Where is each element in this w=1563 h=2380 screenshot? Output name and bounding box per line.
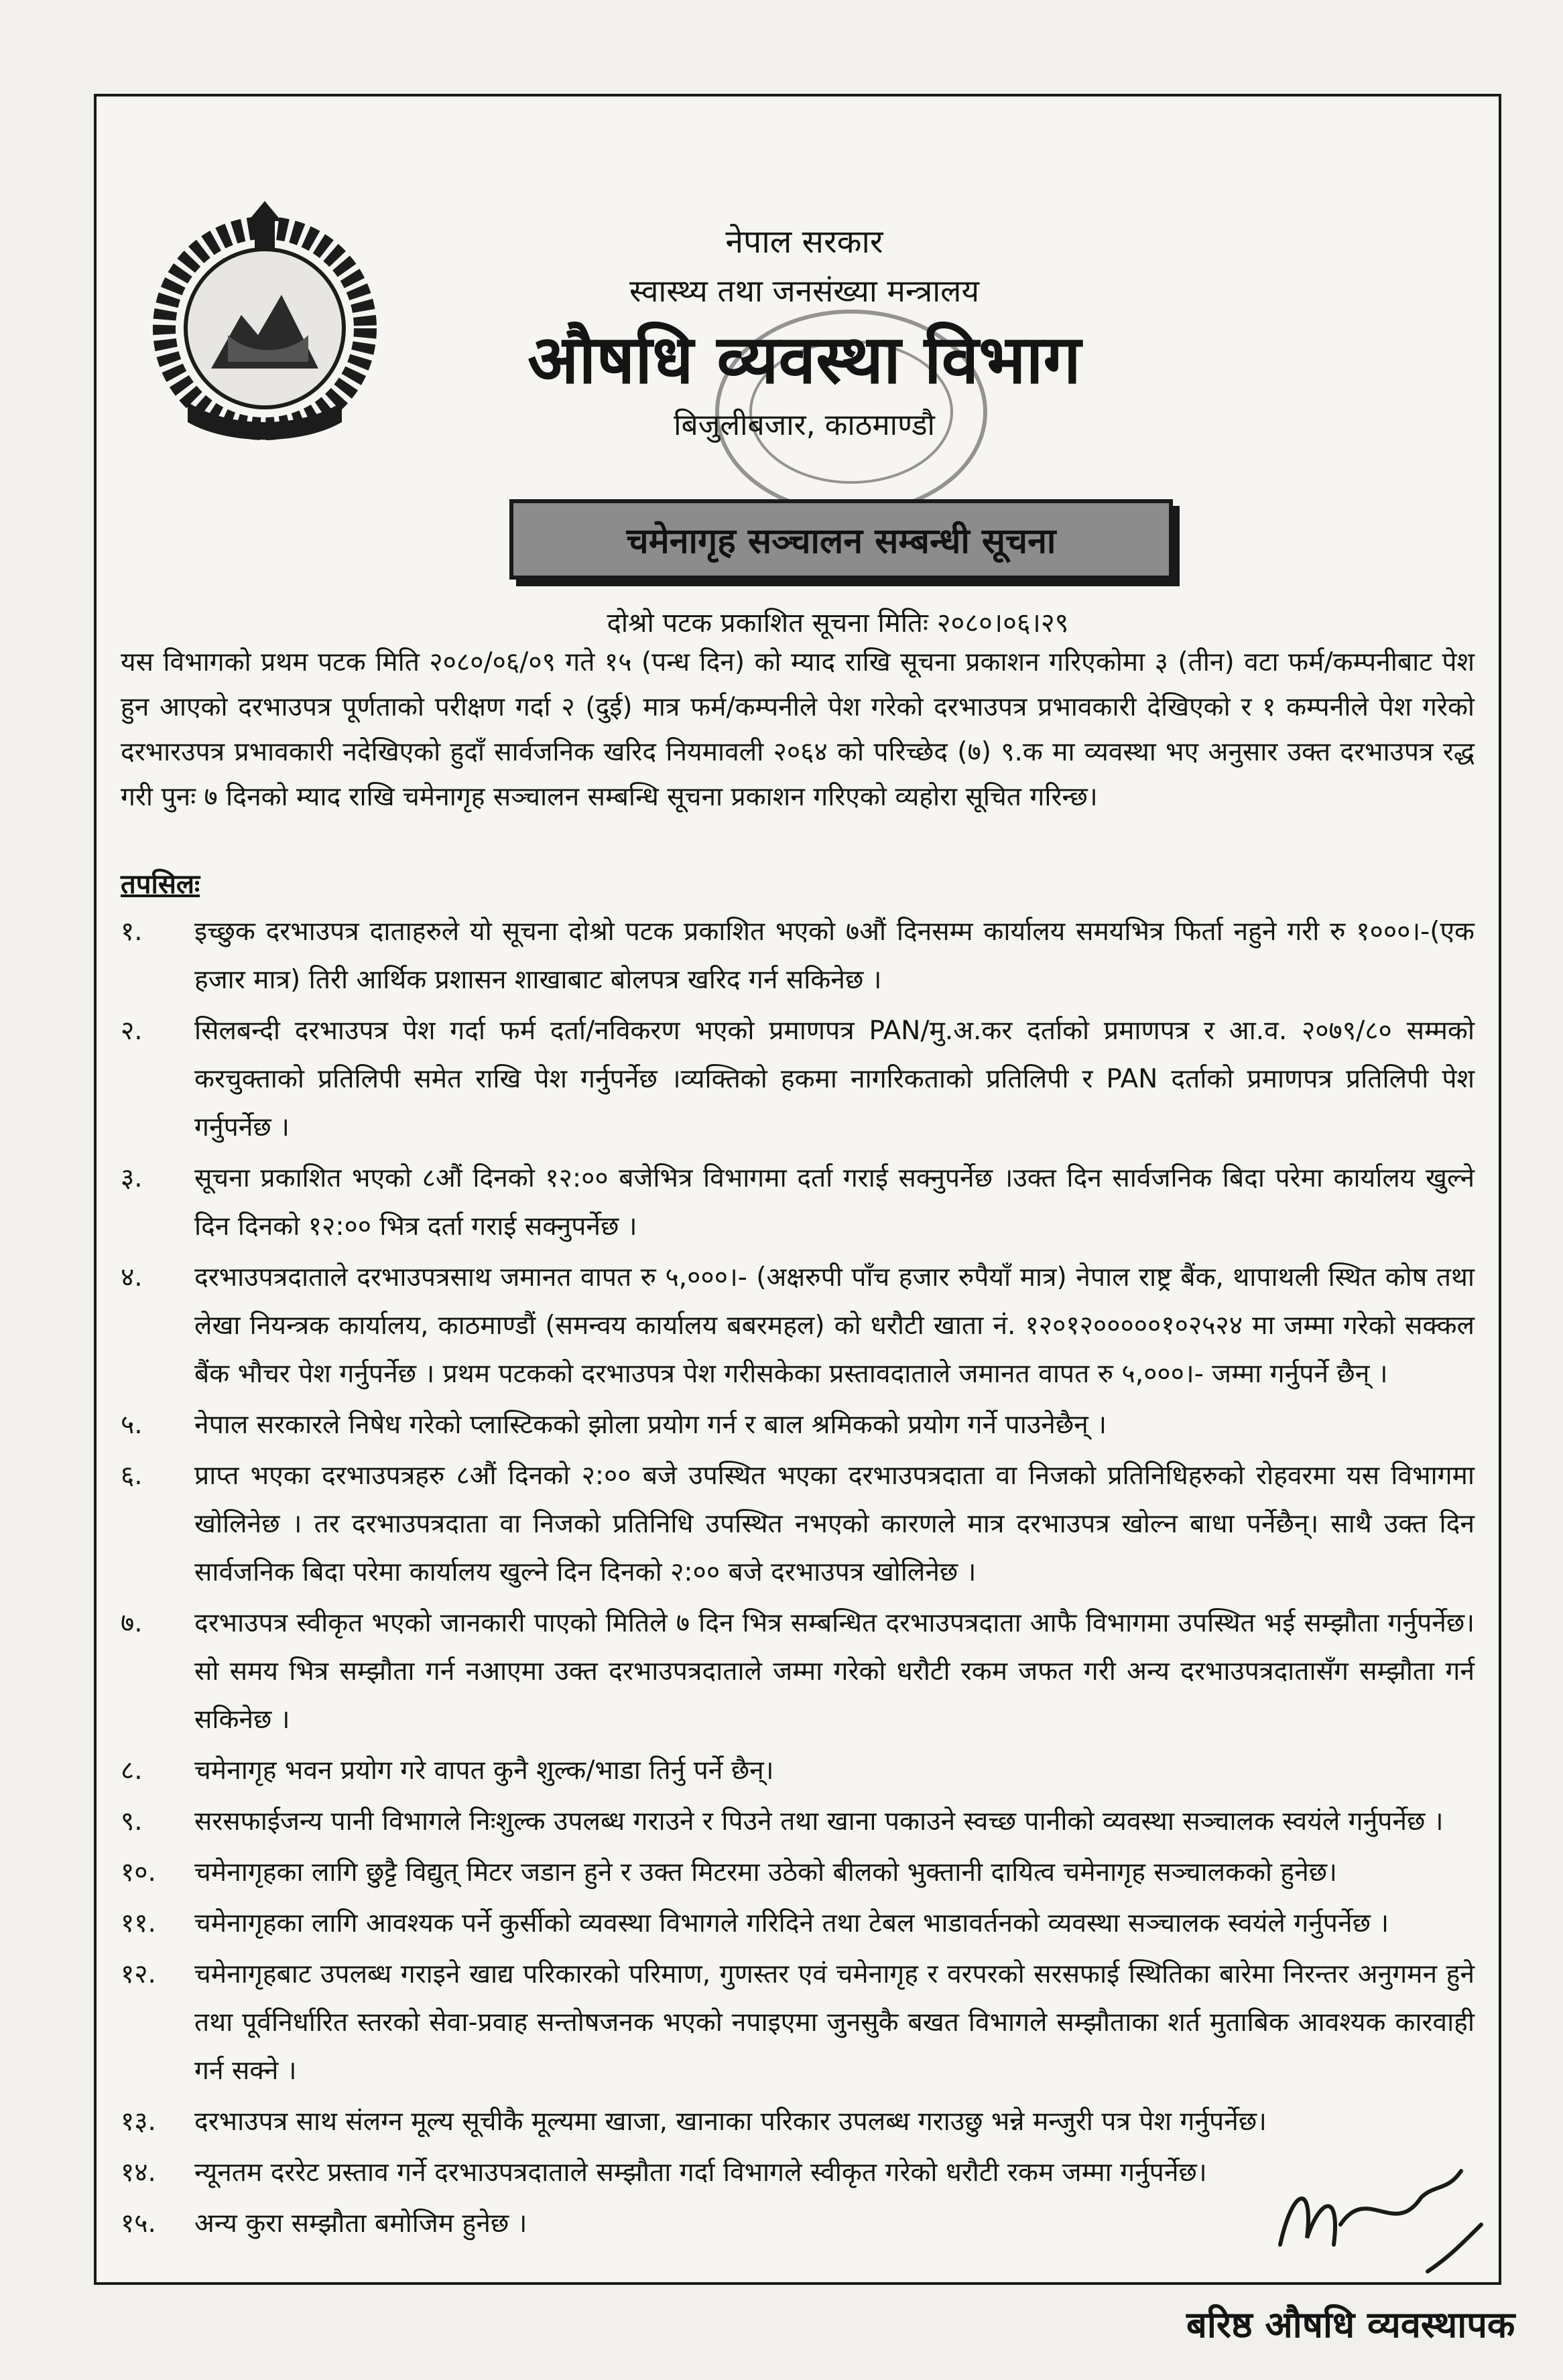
list-item — [121, 1452, 1475, 1597]
list-item — [121, 908, 1475, 1004]
office-address: बिजुलीबजार, काठमाण्डौ — [674, 408, 935, 442]
list-item — [121, 1599, 1475, 1744]
item-number: १३. — [121, 2107, 156, 2137]
item-number: ९. — [121, 1806, 143, 1837]
item-text: न्यूनतम दररेट प्रस्ताव गर्ने दरभाउपत्रदाताले सम्झौता गर्दा विभागले स्वीकृत गरेको धरौटी रकम जम्मा गर्नुपर्नेछ। — [194, 2158, 1207, 2188]
item-number: १. — [121, 917, 143, 947]
item-text: सिलबन्दी दरभाउपत्र पेश गर्दा फर्म दर्ता/नविकरण भएको प्रमाणपत्र PAN/मु.अ.कर दर्ताको प्रमाणपत्र र आ.व. २०७९/८० सम्मको करचुक्ताको प्रतिलिपी समेत राखि पेश गर्नुपर्नेछ ।व्यक्तिको हकमा नागरिकताको प्रतिलिपी र PAN दर्ताको प्रमाणपत्र प्रतिलिपी पेश गर्नुपर्नेछ । — [194, 1016, 1475, 1142]
details-heading: तपसिलः — [121, 869, 200, 900]
nepal-emblem — [147, 201, 382, 449]
item-text: सरसफाईजन्य पानी विभागले निःशुल्क उपलब्ध गराउने र पिउने तथा खाना पकाउने स्वच्छ पानीको व्यवस्था सञ्चालक स्वयंले गर्नुपर्नेछ । — [194, 1806, 1444, 1837]
publication-date: दोश्रो पटक प्रकाशित सूचना मितिः २०८०।०६।२९ — [607, 608, 1069, 639]
item-number: ११. — [121, 1908, 156, 1938]
list-item — [121, 1747, 1475, 1795]
item-text: अन्य कुरा सम्झौता बमोजिम हुनेछ । — [194, 2208, 527, 2239]
intro-paragraph: यस विभागको प्रथम पटक मिति २०८०/०६/०९ गते १५ (पन्ध दिन) को म्याद राखि सूचना प्रकाशन गरिएकोमा ३ (तीन) वटा फर्म/कम्पनीबाट पेश हुन आएको दरभाउपत्र पूर्णताको परीक्षण गर्दा २ (दुई) मात्र फर्म/कम्पनीले पेश गरेको दरभाउपत्र प्रभावकारी देखिएको र १ कम्पनीले पेश गरेको दरभारउपत्र प्रभावकारी नदेखिएको हुदाँ सार्वजनिक खरिद नियमावली २०६४ को परिच्छेद (७) ९.क मा व्यवस्था भए अनुसार उक्त दरभाउपत्र रद्ध गरी पुनः ७ दिनको म्याद राखि चमेनागृह सञ्चालन सम्बन्धि सूचना प्रकाशन गरिएको व्यहोरा सूचित गरिन्छ। — [121, 647, 1475, 812]
item-number: १०. — [121, 1857, 156, 1888]
item-number: ८. — [121, 1756, 143, 1786]
letterhead — [402, 221, 1206, 445]
item-number: ५. — [121, 1410, 143, 1440]
list-item — [121, 1849, 1475, 1897]
item-number: १२. — [121, 1959, 156, 1989]
item-text: चमेनागृहका लागि आवश्यक पर्ने कुर्सीको व्यवस्था विभागले गरिदिने तथा टेबल भाडावर्तनको व्यवस्था सञ्चालक स्वयंले गर्नुपर्नेछ । — [194, 1908, 1389, 1938]
government-name: नेपाल सरकार — [725, 223, 883, 261]
list-item — [121, 2098, 1475, 2146]
item-number: ६. — [121, 1461, 143, 1491]
item-text: चमेनागृह भवन प्रयोग गरे वापत कुनै शुल्क/भाडा तिर्नु पर्ने छैन्। — [194, 1756, 774, 1786]
item-number: ७. — [121, 1608, 143, 1638]
item-number: ४. — [121, 1262, 143, 1293]
list-item — [121, 1154, 1475, 1251]
ministry-name: स्वास्थ्य तथा जनसंख्या मन्त्रालय — [629, 273, 980, 309]
item-number: १५. — [121, 2208, 156, 2239]
item-text: इच्छुक दरभाउपत्र दाताहरुले यो सूचना दोश्रो पटक प्रकाशित भएको ७औं दिनसम्म कार्यालय समयभित्र फिर्ता नहुने गरी रु १०००।-(एक हजार मात्र) तिरी आर्थिक प्रशासन शाखाबाट बोलपत्र खरिद गर्न सकिनेछ । — [194, 917, 1475, 995]
item-number: १४. — [121, 2158, 156, 2188]
item-text: दरभाउपत्र स्वीकृत भएको जानकारी पाएको मितिले ७ दिन भित्र सम्बन्धित दरभाउपत्रदाता आफै विभागमा उपस्थित भई सम्झौता गर्नुपर्नेछ। सो समय भित्र सम्झौता गर्न नआएमा उक्त दरभाउपत्रदाताले जम्मा गरेको धरौटी रकम जफत गरी अन्य दरभाउपत्रदातासँग सम्झौता गर्न सकिनेछ । — [194, 1608, 1475, 1735]
list-item — [121, 1900, 1475, 1948]
department-name: औषधि व्यवस्था विभाग — [527, 320, 1081, 399]
item-text: प्राप्त भएका दरभाउपत्रहरु ८औं दिनको २:०० बजे उपस्थित भएका दरभाउपत्रदाता वा निजको प्रतिनिधिहरुको रोहवरमा यस विभागमा खोलिनेछ । तर दरभाउपत्रदाता वा निजको प्रतिनिधि उपस्थित नभएको कारणले मात्र दरभाउपत्र खोल्न बाधा पर्नेछैन्। साथै उक्त दिन सार्वजनिक बिदा परेमा कार्यालय खुल्ने दिन दिनको २:०० बजे दरभाउपत्र खोलिनेछ । — [194, 1461, 1475, 1587]
list-item — [121, 1951, 1475, 2095]
list-item — [121, 1254, 1475, 1398]
item-text: चमेनागृहका लागि छुट्टै विद्युत् मिटर जडान हुने र उक्त मिटरमा उठेको बीलको भुक्तानी दायित्व चमेनागृह सञ्चालकको हुनेछ। — [194, 1857, 1337, 1888]
list-item — [121, 1798, 1475, 1846]
list-item — [121, 1401, 1475, 1449]
list-item — [121, 1007, 1475, 1152]
signature — [1260, 2144, 1501, 2298]
item-number: ३. — [121, 1163, 143, 1193]
item-text: दरभाउपत्रदाताले दरभाउपत्रसाथ जमानत वापत रु ५,०००।- (अक्षरुपी पाँच हजार रुपैयाँ मात्र) नेपाल राष्ट्र बैंक, थापाथली स्थित कोष तथा लेखा नियन्त्रक कार्यालय, काठमाण्डौं (समन्वय कार्यालय बबरमहल) को धरौटी खाता नं. १२०१२०००००१०२५२४ मा जम्मा गरेको सक्कल बैंक भौचर पेश गर्नुपर्नेछ । प्रथम पटकको दरभाउपत्र पेश गरीसकेका प्रस्तावदाताले जमानत वापत रु ५,०००।- जम्मा गर्नुपर्ने छैन् । — [194, 1262, 1475, 1389]
item-text: चमेनागृहबाट उपलब्ध गराइने खाद्य परिकारको परिमाण, गुणस्तर एवं चमेनागृह र वरपरको सरसफाई स्थितिका बारेमा निरन्तर अनुगमन हुने तथा पूर्वनिर्धारित स्तरको सेवा-प्रवाह सन्तोषजनक भएको नपाइएमा जुनसुकै बखत विभागले सम्झौताका शर्त मुताबिक आवश्यक कारवाही गर्न सक्ने । — [194, 1959, 1475, 2086]
item-text: नेपाल सरकारले निषेध गरेको प्लास्टिकको झोला प्रयोग गर्न र बाल श्रमिकको प्रयोग गर्ने पाउनेछैन् । — [194, 1410, 1107, 1440]
item-text: सूचना प्रकाशित भएको ८औं दिनको १२:०० बजेभित्र विभागमा दर्ता गराई सक्नुपर्नेछ ।उक्त दिन सार्वजनिक बिदा परेमा कार्यालय खुल्ने दिन दिनको १२:०० भित्र दर्ता गराई सक्नुपर्नेछ । — [194, 1163, 1475, 1242]
signatory-title: बरिष्ठ औषधि व्यवस्थापक — [1186, 2304, 1515, 2346]
notice-title: चमेनागृह सञ्चालन सम्बन्धी सूचना — [509, 499, 1173, 580]
terms-list — [121, 908, 1475, 2251]
item-text: दरभाउपत्र साथ संलग्न मूल्य सूचीकै मूल्यमा खाजा, खानाका परिकार उपलब्ध गराउछु भन्ने मन्जुरी पत्र पेश गर्नुपर्नेछ। — [194, 2107, 1267, 2137]
item-number: २. — [121, 1016, 143, 1046]
